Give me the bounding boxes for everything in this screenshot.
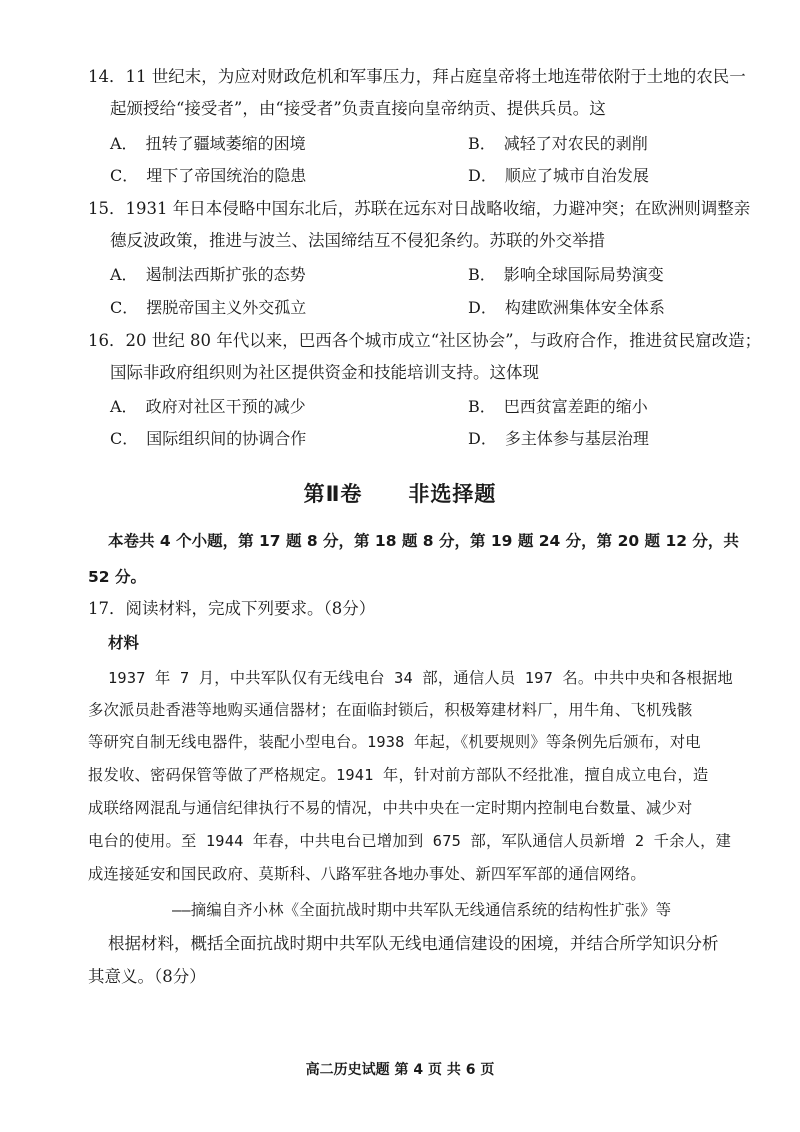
- section-name: 非选择题: [408, 482, 497, 506]
- instructions-line2: 52 分。: [88, 568, 146, 586]
- option-text: 顺应了城市自治发展: [504, 166, 649, 185]
- option-letter: A．: [110, 265, 138, 284]
- option-letter: C．: [110, 166, 139, 185]
- option-text: 政府对社区干预的减少: [145, 397, 306, 416]
- q15-option-d: [468, 297, 665, 319]
- q16-option-d: [468, 428, 649, 450]
- q17-task-line1: 根据材料，概括全面抗战时期中共军队无线电通信建设的困境，并结合所学知识分析: [108, 934, 719, 953]
- option-text: 摆脱帝国主义外交孤立: [146, 298, 307, 317]
- q17-stem: 17．阅读材料，完成下列要求。（8分）: [88, 599, 376, 618]
- q16-stem-line1: 16．20 世纪 80 年代以来，巴西各个城市成立“社区协会”，与政府合作，推进贫民窟改造；: [88, 331, 762, 350]
- material-line: 1937 年 7 月，中共军队仅有无线电台 34 部，通信人员 197 名。中共中央和各根据地: [108, 669, 733, 687]
- option-letter: B．: [468, 134, 496, 153]
- material-line: 等研究自制无线电器件，装配小型电台。1938 年起，《机要规则》等条例先后颁布，对电: [88, 733, 701, 751]
- material-line: 报发收、密码保管等做了严格规定。1941 年，针对前方部队不经批准，擅自成立电台，造: [88, 766, 709, 784]
- option-text: 减轻了对农民的剥削: [503, 134, 648, 153]
- option-text: 遏制法西斯扩张的态势: [145, 265, 306, 284]
- option-letter: D．: [468, 166, 497, 185]
- page-footer: 高二历史试题 第 4 页 共 6 页: [305, 1062, 495, 1078]
- material-source: ——摘编自齐小林《全面抗战时期中共军队无线通信系统的结构性扩张》等: [172, 901, 672, 919]
- section-title: [0, 478, 800, 508]
- q15-stem-line1: 15．1931 年日本侵略中国东北后，苏联在远东对日战略收缩，力避冲突；在欧洲则调整亲: [88, 199, 751, 218]
- instructions-line1: 本卷共 4 个小题，第 17 题 8 分，第 18 题 8 分，第 19 题 24 分，第 20 题 12 分，共: [108, 532, 739, 550]
- option-letter: D．: [468, 298, 497, 317]
- q15-stem-line2: 德反波政策，推进与波兰、法国缔结互不侵犯条约。苏联的外交举措: [110, 231, 605, 250]
- q15-option-c: [110, 297, 306, 319]
- q14-stem-line2: 起颁授给“接受者”，由“接受者”负责直接向皇帝纳贡、提供兵员。这: [110, 99, 606, 118]
- material-label: 材料: [108, 634, 140, 652]
- section-part: 第Ⅱ卷: [303, 482, 363, 506]
- option-text: 多主体参与基层治理: [504, 429, 649, 448]
- q17-task-line2: 其意义。（8分）: [88, 967, 206, 986]
- option-text: 埋下了帝国统治的隐患: [146, 166, 307, 185]
- q15-option-a: [110, 264, 306, 286]
- option-letter: C．: [110, 429, 139, 448]
- option-text: 扭转了疆域萎缩的困境: [145, 134, 306, 153]
- q14-option-b: [468, 133, 648, 155]
- option-letter: B．: [468, 397, 496, 416]
- option-text: 巴西贫富差距的缩小: [503, 397, 648, 416]
- q15-option-b: [468, 264, 664, 286]
- material-line: 成联络网混乱与通信纪律执行不易的情况，中共中央在一定时期内控制电台数量、减少对: [88, 799, 693, 817]
- q16-stem-line2: 国际非政府组织则为社区提供资金和技能培训支持。这体现: [110, 363, 539, 382]
- option-text: 国际组织间的协调合作: [146, 429, 307, 448]
- q16-option-c: [110, 428, 306, 450]
- q14-stem-line1: 14．11 世纪末，为应对财政危机和军事压力，拜占庭皇帝将土地连带依附于土地的农民一: [88, 67, 746, 86]
- option-letter: B．: [468, 265, 496, 284]
- material-line: 电台的使用。至 1944 年春，中共电台已增加到 675 部，军队通信人员新增 2 千余人，建: [88, 832, 732, 850]
- q14-option-d: [468, 165, 649, 187]
- q16-option-b: [468, 396, 648, 418]
- option-letter: C．: [110, 298, 139, 317]
- option-letter: A．: [110, 397, 138, 416]
- option-text: 构建欧洲集体安全体系: [504, 298, 665, 317]
- material-line: 成连接延安和国民政府、莫斯科、八路军驻各地办事处、新四军军部的通信网络。: [88, 865, 646, 883]
- q14-option-c: [110, 165, 306, 187]
- q14-option-a: [110, 133, 306, 155]
- option-letter: A．: [110, 134, 138, 153]
- material-line: 多次派员赴香港等地购买通信器材；在面临封锁后，积极筹建材料厂，用牛角、飞机残骸: [88, 701, 693, 719]
- option-text: 影响全球国际局势演变: [503, 265, 664, 284]
- option-letter: D．: [468, 429, 497, 448]
- q16-option-a: [110, 396, 306, 418]
